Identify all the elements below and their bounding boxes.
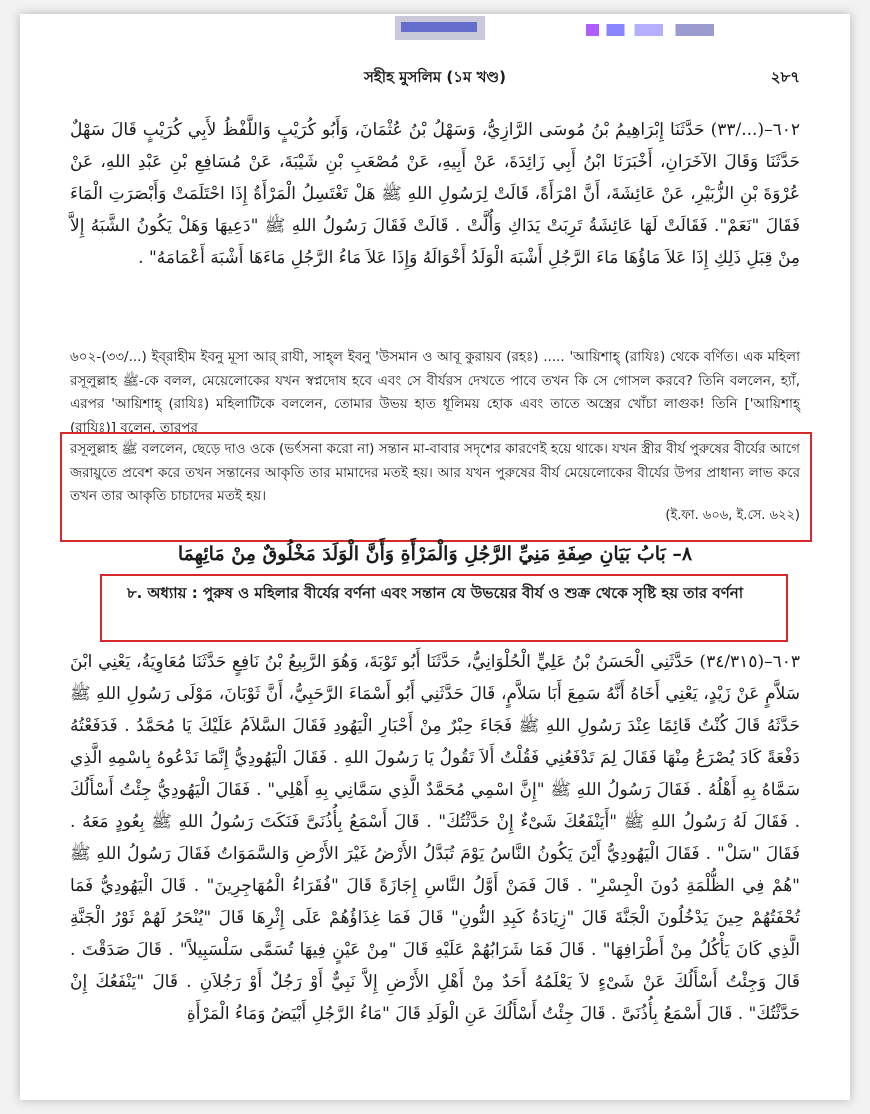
running-head: সহীহ মুসলিম (১ম খণ্ড) xyxy=(363,68,506,86)
chapter-8-bengali-title: ৮. অধ্যায় : পুরুষ ও মহিলার বীর্যের বর্ণনা এবং সন্তান যে উভয়ের বীর্য ও শুক্র থেকে সৃষ্টি হয় তার বর্ণনা xyxy=(126,584,744,602)
redacted-watermark-strip xyxy=(586,24,714,36)
chapter-8-arabic-title: ٨– بَابُ بَيَانِ صِفَةِ مَنِيِّ الرَّجُلِ وَالْمَرْأَةِ وَأَنَّ الْوَلَدَ مَخْلُوقٌ مِنْ مَائِهِمَا xyxy=(177,543,693,565)
redacted-watermark xyxy=(395,16,485,40)
hadith-602-bengali-highlighted: রসূলুল্লাহ ﷺ বললেন, ছেড়ে দাও ওকে (ভর্ৎসনা করো না) সন্তান মা-বাবার সদৃশের কারণেই হয়ে থাকে। যখন স্ত্রীর বীর্য পুরুষের বীর্যের আগে জরায়ুতে প্রবেশ করে তখন সন্তানের আকৃতি তার মামাদের মতই হয়। আর যখন পুরুষের বীর্য মেয়েলোকের বীর্যের উপর প্রাধান্য লাভ করে তখন তার আকৃতি চাচাদের মতই হয়। xyxy=(70,441,801,504)
hadith-602-arabic: ٦٠٢–(.../٣٣) حَدَّثَنَا إِبْرَاهِيمُ بْنُ مُوسَى الرَّازِيُّ، وَسَهْلُ بْنُ عُثْمَانَ، وَأَبُو كُرَيْبٍ وَاللَّفْظُ لأَبِي كُرَيْبٍ قَالَ سَهْلٌ حَدَّثَنَا وَقَالَ الآخَرَانِ، أَخْبَرَنَا ابْنُ أَبِي زَائِدَةَ، عَنْ أَبِيهِ، عَنْ مُصْعَبِ بْنِ شَيْبَةَ، عَنْ مُسَافِعِ بْنِ عَبْدِ اللهِ، عَنْ عُرْوَةَ بْنِ الزُّبَيْرِ، عَنْ عَائِشَةَ، أَنَّ امْرَأَةً، قَالَتْ لِرَسُولِ اللهِ ﷺ هَلْ تَغْتَسِلُ الْمَرْأَةُ إِذَا احْتَلَمَتْ وَأَبْصَرَتِ الْمَاءَ فَقَالَ "نَعَمْ". فَقَالَتْ لَهَا عَائِشَةُ تَرِبَتْ يَدَاكِ وَأُلَّتْ . قَالَتْ فَقَالَ رَسُولُ اللهِ ﷺ "دَعِيهَا وَهَلْ يَكُونُ الشَّبَهُ إِلاَّ مِنْ قِبَلِ ذَلِكِ إِذَا عَلاَ مَاؤُهَا مَاءَ الرَّجُلِ أَشْبَهَ الْوَلَدُ أَخْوَالَهُ وَإِذَا عَلاَ مَاءُ الرَّجُلِ مَاءَهَا أَشْبَهَ أَعْمَامَهُ" . xyxy=(70,120,800,268)
hadith-602-bengali-intro: ৬০২-(৩৩/...) ইব্‌রাহীম ইবনু মূসা আর্‌ রাযী, সাহ্‌ল ইবনু 'উসমান ও আবূ কুরায়ব (রহঃ) ..... 'আয়িশাহ্‌ (রাযিঃ) থেকে বর্ণিত। এক মহিলা রসূলুল্লাহ ﷺ-কে বলল, মেয়েলোকের যখন স্বপ্নদোষ হবে এবং সে বীর্যরস দেখতে পাবে তখন কি সে গোসল করবে? তিনি বললেন, হ্যাঁ, এরপর 'আয়িশাহ্‌ (রাযিঃ) মহিলাটিকে বললেন, তোমার উভয় হাত ধূলিময় হোক এবং তাতে অস্ত্রের খোঁচা লাগুক! তিনি ['আয়িশাহ্‌ (রাযিঃ)] বলেন, তারপর xyxy=(70,349,800,436)
hadith-602-reference: (ই.ফা. ৬০৬, ই.সে. ৬২২) xyxy=(665,508,800,523)
hadith-603-arabic: ٦٠٣–(٣٤/٣١٥) حَدَّثَنِي الْحَسَنُ بْنُ عَلِيٍّ الْحُلْوَانِيُّ، حَدَّثَنَا أَبُو تَوْبَةَ، وَهُوَ الرَّبِيعُ بْنُ نَافِعٍ حَدَّثَنَا مُعَاوِيَةُ، يَعْنِي ابْنَ سَلاَّمٍ عَنْ زَيْدٍ، يَعْنِي أَخَاهُ أَنَّهُ سَمِعَ أَبَا سَلاَّمٍ، قَالَ حَدَّثَنِي أَبُو أَسْمَاءَ الرَّحَبِيُّ، أَنَّ ثَوْبَانَ، مَوْلَى رَسُولِ اللهِ ﷺ حَدَّثَهُ قَالَ كُنْتُ قَائِمًا عِنْدَ رَسُولِ اللهِ ﷺ فَجَاءَ حِبْرٌ مِنْ أَحْبَارِ الْيَهُودِ فَقَالَ السَّلاَمُ عَلَيْكَ يَا مُحَمَّدُ . فَدَفَعْتُهُ دَفْعَةً كَادَ يُصْرَعُ مِنْهَا فَقَالَ لِمَ تَدْفَعُنِي فَقُلْتُ أَلاَ تَقُولُ يَا رَسُولَ اللهِ . فَقَالَ الْيَهُودِيُّ إِنَّمَا نَدْعُوهُ بِاسْمِهِ الَّذِي سَمَّاهُ بِهِ أَهْلُهُ . فَقَالَ رَسُولُ اللهِ ﷺ "إِنَّ اسْمِي مُحَمَّدٌ الَّذِي سَمَّانِي بِهِ أَهْلِي" . فَقَالَ الْيَهُودِيُّ جِئْتُ أَسْأَلُكَ . فَقَالَ لَهُ رَسُولُ اللهِ ﷺ "أَيَنْفَعُكَ شَىْءٌ إِنْ حَدَّثْتُكَ" . قَالَ أَسْمَعُ بِأُذُنَىَّ فَنَكَتَ رَسُولُ اللهِ ﷺ بِعُودٍ مَعَهُ . فَقَالَ "سَلْ" . فَقَالَ الْيَهُودِيُّ أَيْنَ يَكُونُ النَّاسُ يَوْمَ تُبَدَّلُ الأَرْضُ غَيْرَ الأَرْضِ وَالسَّمَوَاتُ فَقَالَ رَسُولُ اللهِ ﷺ "هُمْ فِي الظُّلْمَةِ دُونَ الْجِسْرِ" . قَالَ فَمَنْ أَوَّلُ النَّاسِ إِجَازَةً قَالَ "فُقَرَاءُ الْمُهَاجِرِينَ" . قَالَ الْيَهُودِيُّ فَمَا تُحْفَتُهُمْ حِينَ يَدْخُلُونَ الْجَنَّةَ قَالَ "زِيَادَةُ كَبِدِ النُّونِ" قَالَ فَمَا غِذَاؤُهُمْ عَلَى إِثْرِهَا قَالَ "يُنْحَرُ لَهُمْ ثَوْرُ الْجَنَّةِ الَّذِي كَانَ يَأْكُلُ مِنْ أَطْرَافِهَا" . قَالَ فَمَا شَرَابُهُمْ عَلَيْهِ قَالَ "مِنْ عَيْنٍ فِيهَا تُسَمَّى سَلْسَبِيلاً" . قَالَ صَدَقْتَ . قَالَ وَجِئْتُ أَسْأَلُكَ عَنْ شَىْءٍ لاَ يَعْلَمُهُ أَحَدٌ مِنْ أَهْلِ الأَرْضِ إِلاَّ نَبِيٌّ أَوْ رَجُلٌ أَوْ رَجُلاَنِ . قَالَ "يَنْفَعُكَ إِنْ حَدَّثْتُكَ" . قَالَ أَسْمَعُ بِأُذُنَىَّ . قَالَ جِئْتُ أَسْأَلُكَ عَنِ الْوَلَدِ قَالَ "مَاءُ الرَّجُلِ أَبْيَضُ وَمَاءُ الْمَرْأَةِ xyxy=(70,652,800,1024)
document-page xyxy=(20,14,850,1100)
page-number: ২৮৭ xyxy=(770,68,800,86)
